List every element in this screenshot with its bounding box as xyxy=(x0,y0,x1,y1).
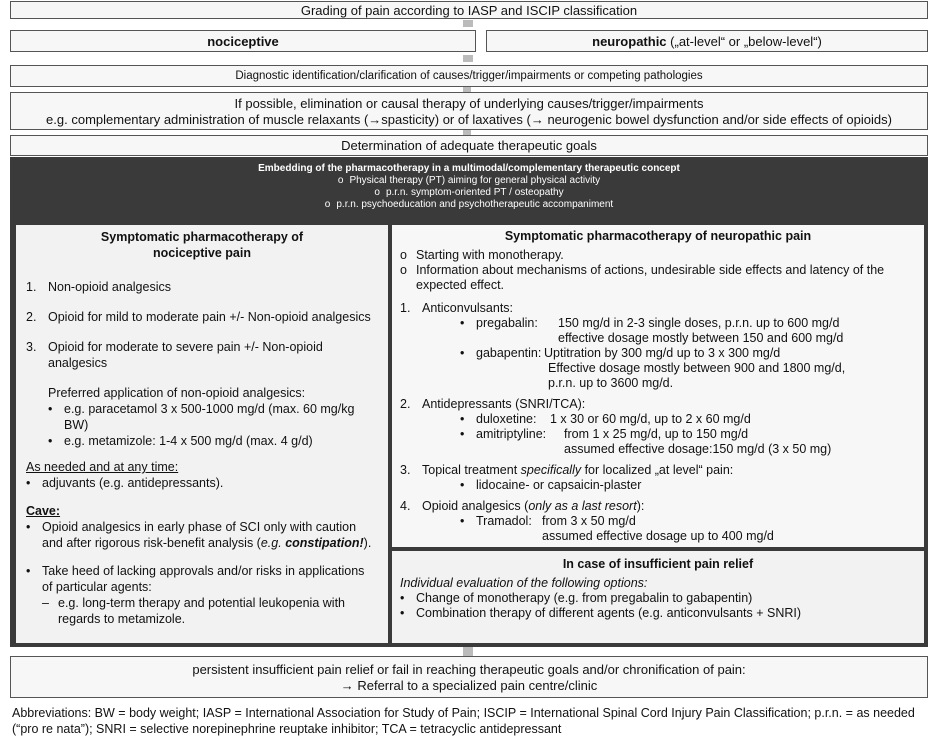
goals-box xyxy=(10,135,928,156)
neuropathic-panel xyxy=(392,225,924,547)
neuropathic-title: Symptomatic pharmacotherapy of neuropathic pain xyxy=(504,229,812,243)
relief-item xyxy=(400,606,916,621)
bullet-icon: • xyxy=(48,402,53,416)
goals-text: Determination of adequate therapeutic goals xyxy=(341,138,597,153)
persistent-line2: → Referral to a specialized pain centre/clinic xyxy=(340,678,598,693)
drug-dose: assumed effective dosage up to 400 mg/d xyxy=(542,529,774,543)
circle-bullet-icon: o xyxy=(374,187,380,198)
embedding-item xyxy=(10,199,928,211)
preferred-item xyxy=(26,401,378,433)
preferred-item xyxy=(26,433,378,449)
bullet-icon: • xyxy=(460,427,465,441)
cave-text-italic: e.g. xyxy=(260,536,286,550)
relief-title: In case of insufficient pain relief xyxy=(562,557,754,571)
nociceptive-step xyxy=(26,339,378,371)
neuropathic-step: 3. Topical treatment specifically for localized „at level“ pain: xyxy=(400,463,734,477)
bullet-icon: • xyxy=(400,606,405,620)
neuropathic-label: neuropathic xyxy=(592,34,667,49)
embedding-item-text: Physical therapy (PT) aiming for general physical activity xyxy=(349,175,601,186)
bullet-icon: • xyxy=(460,412,465,426)
relief-item-text: Combination therapy of different agents (e.g. anticonvulsants + SNRI) xyxy=(416,606,802,620)
cave-heading: Cave: xyxy=(26,504,61,518)
step-text-italic: specifically xyxy=(520,463,582,477)
circle-bullet-icon: o xyxy=(324,199,331,210)
insufficient-relief-panel xyxy=(392,551,924,643)
dash-icon: – xyxy=(42,596,49,610)
neuropathic-step: 4. Opioid analgesics (only as a last resort): xyxy=(400,499,645,513)
relief-item xyxy=(400,591,916,606)
intro-text: Information about mechanisms of actions, undesirable side effects and latency of the expected effect. xyxy=(416,263,885,292)
drug-dose: from 1 x 25 mg/d, up to 150 mg/d xyxy=(564,427,749,441)
drug-dose: 1 x 30 or 60 mg/d, up to 2 x 60 mg/d xyxy=(550,412,751,426)
cave-item xyxy=(26,519,378,551)
drug-dose: Uptitration by 300 mg/d up to 3 x 300 mg/d xyxy=(544,346,781,360)
drug-item xyxy=(400,427,916,457)
neuropathic-intro-item xyxy=(400,248,916,263)
drug-item xyxy=(400,478,916,493)
cave-text: Take heed of lacking approvals and/or risks in applications of particular agents: xyxy=(42,564,365,594)
bullet-icon: • xyxy=(26,564,31,578)
step-text: Antidepressants (SNRI/TCA): xyxy=(422,397,586,411)
cave-text: Opioid analgesics in early phase of SCI only with caution and after rigorous risk-benefit analysis ( xyxy=(42,520,357,550)
neuropathic-qualifier: („at-level“ or „below-level“) xyxy=(666,34,822,49)
drug-name: pregabalin: xyxy=(476,316,538,330)
diagnostic-text: Diagnostic identification/clarification of causes/trigger/impairments or competing pathologies xyxy=(235,70,703,82)
step-text: ): xyxy=(636,499,645,513)
preferred-item-text: e.g. metamizole: 1-4 x 500 mg/d (max. 4 g/d) xyxy=(64,434,313,448)
neuropathic-category-box xyxy=(486,30,928,52)
cave-item xyxy=(26,563,378,595)
intro-text: Starting with monotherapy. xyxy=(416,248,564,262)
drug-dose: p.r.n. up to 3600 mg/d. xyxy=(548,376,674,390)
grading-box xyxy=(10,1,928,19)
elimination-line2: e.g. complementary administration of muscle relaxants (→spasticity) or of laxatives (→ neurogenic bowel dysfunction and/or side effects of opioids) xyxy=(46,112,892,127)
bullet-icon: • xyxy=(460,478,465,492)
drug-dose: 150 mg/d in 2-3 single doses, p.r.n. up to 600 mg/d xyxy=(558,316,840,330)
elimination-line1: If possible, elimination or causal therapy of underlying causes/trigger/impairments xyxy=(234,96,704,111)
persistent-line1: persistent insufficient pain relief or fail in reaching therapeutic goals and/or chronification of pain: xyxy=(192,662,746,677)
nociceptive-title-1: Symptomatic pharmacotherapy of xyxy=(100,230,304,244)
drug-item xyxy=(400,316,916,346)
step-text: Topical treatment xyxy=(422,463,521,477)
cave-subitem-text: e.g. long-term therapy and potential leukopenia with regards to metamizole. xyxy=(58,596,345,626)
cave-subitem xyxy=(26,595,378,627)
drug-dose: lidocaine- or capsaicin-plaster xyxy=(476,478,642,492)
drug-dose: Effective dosage mostly between 900 and 1800 mg/d, xyxy=(548,361,846,375)
nociceptive-step xyxy=(26,309,378,325)
nociceptive-panel xyxy=(16,225,388,643)
bullet-icon: • xyxy=(460,514,465,528)
drug-dose: effective dosage mostly between 150 and 600 mg/d xyxy=(558,331,844,345)
embedding-title: Embedding of the pharmacotherapy in a multimodal/complementary therapeutic concept xyxy=(258,163,680,174)
cave-text-emphasis: constipation! xyxy=(285,536,364,550)
relief-item-text: Change of monotherapy (e.g. from pregabalin to gabapentin) xyxy=(416,591,753,605)
neuropathic-step: 1. Anticonvulsants: xyxy=(400,301,514,315)
neuropathic-step: 2. Antidepressants (SNRI/TCA): xyxy=(400,397,586,411)
step-text-italic: only as a last resort xyxy=(528,499,637,513)
circle-bullet-icon: o xyxy=(400,263,407,277)
bullet-icon: • xyxy=(460,346,465,360)
step-number: 3. xyxy=(26,340,37,354)
circle-bullet-icon: o xyxy=(400,248,407,262)
embedding-item-text: p.r.n. symptom-oriented PT / osteopathy xyxy=(385,187,564,198)
as-needed-heading: As needed and at any time: xyxy=(26,460,179,474)
connector xyxy=(463,55,473,62)
as-needed-item xyxy=(26,475,378,491)
drug-name: duloxetine: xyxy=(476,412,537,426)
cave-text-end: ). xyxy=(363,536,372,550)
drug-item xyxy=(400,514,916,544)
embedding-item xyxy=(10,175,928,187)
relief-subtitle: Individual evaluation of the following options: xyxy=(400,576,648,590)
embedding-item xyxy=(10,187,928,199)
step-text: Opioid for mild to moderate pain +/- Non-opioid analgesics xyxy=(48,310,371,324)
nociceptive-category-box xyxy=(10,30,476,52)
drug-item xyxy=(400,346,916,391)
bullet-icon: • xyxy=(26,520,31,534)
circle-bullet-icon: o xyxy=(337,175,344,186)
as-needed-text: adjuvants (e.g. antidepressants). xyxy=(42,476,224,490)
diagnostic-box xyxy=(10,65,928,87)
abbreviations-footnote: Abbreviations: BW = body weight; IASP = International Association for Study of Pain; ISCIP = International Spinal Cord Injury Pain Classification; p.r.n. = as needed (“pro re nata”); SNRI = selective norepinephrine reuptake inhibitor; TCA = tetracyclic antidepressant xyxy=(12,706,915,736)
grading-text: Grading of pain according to IASP and ISCIP classification xyxy=(300,3,638,18)
embedding-box xyxy=(10,157,928,223)
drug-dose: assumed effective dosage:150 mg/d (3 x 50 mg) xyxy=(564,442,832,456)
step-number: 1. xyxy=(26,280,37,294)
step-text: Opioid for moderate to severe pain +/- Non-opioid analgesics xyxy=(48,340,323,370)
bullet-icon: • xyxy=(26,476,31,490)
drug-item xyxy=(400,412,916,427)
step-text: for localized „at level“ pain: xyxy=(581,463,734,477)
persistent-pain-box xyxy=(10,656,928,698)
connector xyxy=(463,647,473,656)
bullet-icon: • xyxy=(48,434,53,448)
step-text: Non-opioid analgesics xyxy=(48,280,171,294)
connector xyxy=(463,20,473,27)
drug-name: Tramadol: xyxy=(476,514,532,528)
drug-name: amitriptyline: xyxy=(476,427,547,441)
preferred-heading: Preferred application of non-opioid analgesics: xyxy=(48,386,306,400)
step-text: Anticonvulsants: xyxy=(422,301,514,315)
bullet-icon: • xyxy=(400,591,405,605)
step-text: Opioid analgesics ( xyxy=(422,499,529,513)
preferred-item-text: e.g. paracetamol 3 x 500-1000 mg/d (max. 60 mg/kg BW) xyxy=(64,402,355,432)
nociceptive-label: nociceptive xyxy=(207,34,279,49)
neuropathic-intro-item xyxy=(400,263,916,293)
nociceptive-title-2: nociceptive pain xyxy=(153,246,251,260)
drug-dose: from 3 x 50 mg/d xyxy=(542,514,636,528)
elimination-box xyxy=(10,92,928,130)
nociceptive-step xyxy=(26,279,378,295)
embedding-item-text: p.r.n. psychoeducation and psychotherapeutic accompaniment xyxy=(336,199,614,210)
drug-name: gabapentin: xyxy=(476,346,542,360)
step-number: 2. xyxy=(26,310,37,324)
bullet-icon: • xyxy=(460,316,465,330)
